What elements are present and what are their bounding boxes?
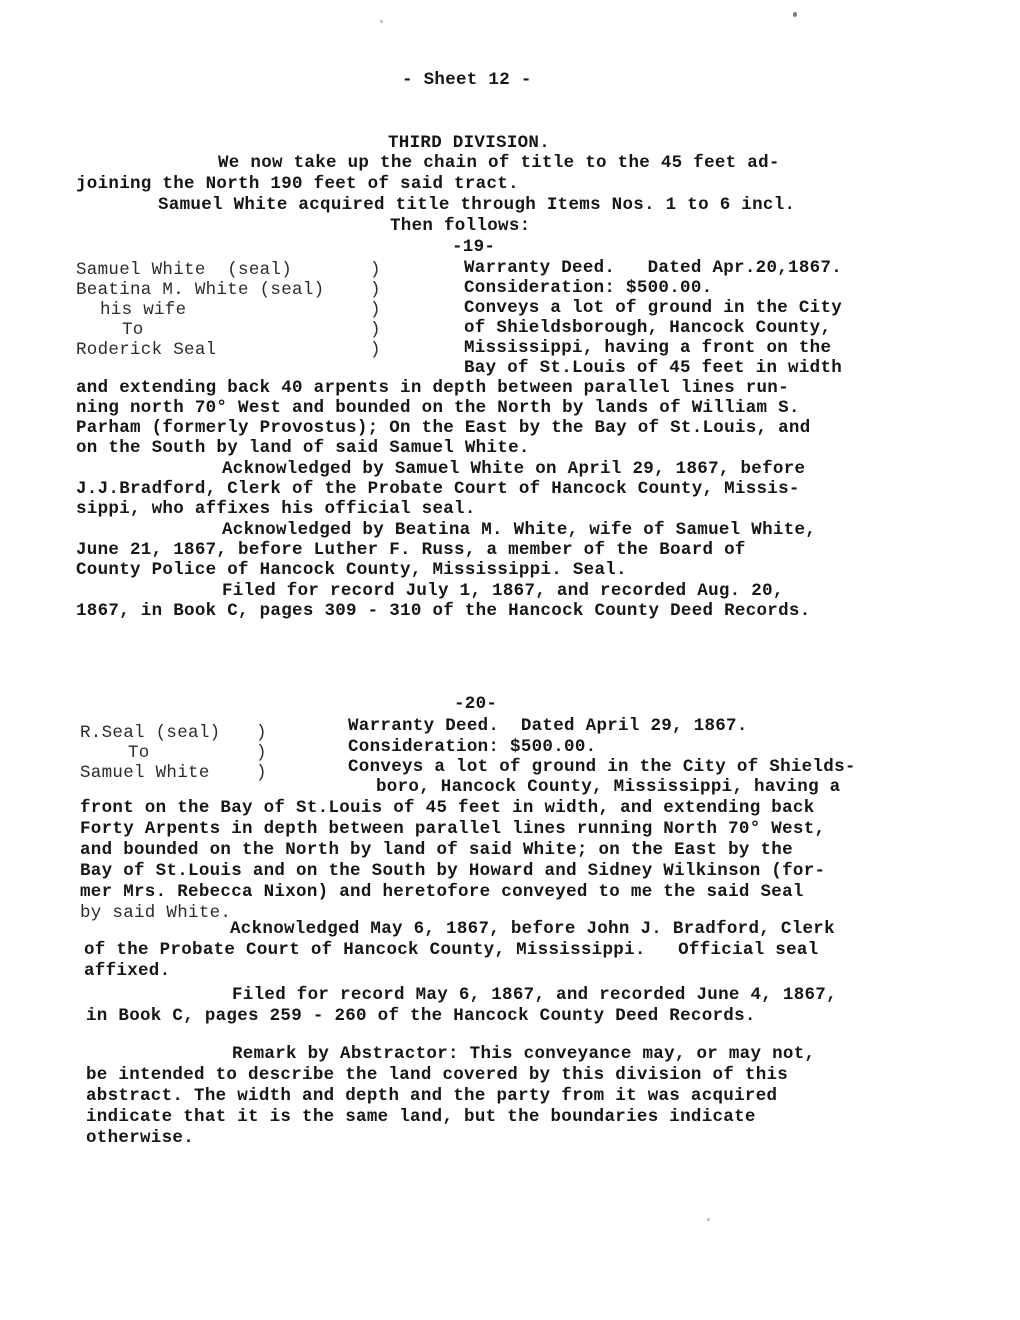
remark-line: abstract. The width and depth and the party from it was acquired <box>86 1086 778 1106</box>
body-line: June 21, 1867, before Luther F. Russ, a member of the Board of <box>76 540 746 560</box>
deed-line: Conveys a lot of ground in the City <box>464 298 843 318</box>
body-line: Parham (formerly Provostus); On the East by the Bay of St.Louis, and <box>76 418 811 438</box>
body-line: on the South by land of said Samuel White. <box>76 438 530 458</box>
body-line: Filed for record May 6, 1867, and recorded June 4, 1867, <box>232 985 837 1005</box>
intro-line: joining the North 190 feet of said tract. <box>76 174 519 194</box>
party-grantor: Samuel White (seal) <box>76 260 293 280</box>
sheet-number: - Sheet 12 - <box>402 70 532 90</box>
party-bracket: ) <box>256 723 267 743</box>
deed-line: Consideration: $500.00. <box>464 278 713 298</box>
party-bracket: ) <box>370 300 381 320</box>
item-number: -20- <box>454 694 498 714</box>
body-line: 1867, in Book C, pages 309 - 310 of the Hancock County Deed Records. <box>76 601 811 621</box>
deed-line: Conveys a lot of ground in the City of Shields- <box>348 757 856 777</box>
scan-speck <box>380 20 383 23</box>
party-bracket: ) <box>256 743 267 763</box>
intro-line: Then follows: <box>390 216 531 236</box>
body-line: J.J.Bradford, Clerk of the Probate Court of Hancock County, Missis- <box>76 479 800 499</box>
deed-line: Mississippi, having a front on the <box>464 338 832 358</box>
party-bracket: ) <box>370 340 381 360</box>
body-line: Acknowledged by Beatina M. White, wife of Samuel White, <box>222 520 817 540</box>
body-line: ning north 70° West and bounded on the North by lands of William S. <box>76 398 800 418</box>
body-line: Bay of St.Louis and on the South by Howard and Sidney Wilkinson (for- <box>80 861 826 881</box>
body-line: by said White. <box>80 903 232 923</box>
scan-speck <box>793 12 797 17</box>
division-title: THIRD DIVISION. <box>388 133 551 153</box>
deed-line: Warranty Deed. Dated Apr.20,1867. <box>464 258 843 278</box>
party-relation: his wife <box>100 300 187 320</box>
remark-line: Remark by Abstractor: This conveyance may, or may not, <box>232 1044 816 1064</box>
body-line: Forty Arpents in depth between parallel lines running North 70° West, <box>80 819 826 839</box>
party-bracket: ) <box>256 763 267 783</box>
remark-line: be intended to describe the land covered by this division of this <box>86 1065 789 1085</box>
deed-line: Warranty Deed. Dated April 29, 1867. <box>348 716 748 736</box>
deed-line: boro, Hancock County, Mississippi, having a <box>376 777 841 797</box>
party-bracket: ) <box>370 260 381 280</box>
body-line: Acknowledged by Samuel White on April 29, 1867, before <box>222 459 806 479</box>
body-line: and extending back 40 arpents in depth between parallel lines run- <box>76 378 789 398</box>
deed-line: Consideration: $500.00. <box>348 737 597 757</box>
deed-line: of Shieldsborough, Hancock County, <box>464 318 832 338</box>
party-grantee: Samuel White <box>80 763 210 783</box>
party-bracket: ) <box>370 320 381 340</box>
body-line: and bounded on the North by land of said White; on the East by the <box>80 840 793 860</box>
party-grantee: Roderick Seal <box>76 340 217 360</box>
body-line: affixed. <box>84 961 171 981</box>
body-line: in Book C, pages 259 - 260 of the Hancock County Deed Records. <box>86 1006 756 1026</box>
party-grantor: R.Seal (seal) <box>80 723 221 743</box>
remark-line: otherwise. <box>86 1128 195 1148</box>
remark-line: indicate that it is the same land, but the boundaries indicate <box>86 1107 756 1127</box>
party-grantor: Beatina M. White (seal) <box>76 280 325 300</box>
intro-line: Samuel White acquired title through Items Nos. 1 to 6 incl. <box>158 195 796 215</box>
intro-line: We now take up the chain of title to the 45 feet ad- <box>218 153 780 173</box>
body-line: Filed for record July 1, 1867, and recorded Aug. 20, <box>222 581 784 601</box>
party-to: To <box>122 320 144 340</box>
body-line: front on the Bay of St.Louis of 45 feet in width, and extending back <box>80 798 815 818</box>
body-line: mer Mrs. Rebecca Nixon) and heretofore conveyed to me the said Seal <box>80 882 804 902</box>
party-to: To <box>128 743 150 763</box>
body-line: sippi, who affixes his official seal. <box>76 499 476 519</box>
item-number: -19- <box>452 237 496 257</box>
party-bracket: ) <box>370 280 381 300</box>
deed-line: Bay of St.Louis of 45 feet in width <box>464 358 843 378</box>
body-line: Acknowledged May 6, 1867, before John J. Bradford, Clerk <box>230 919 835 939</box>
body-line: County Police of Hancock County, Mississippi. Seal. <box>76 560 627 580</box>
body-line: of the Probate Court of Hancock County, Mississippi. Official seal <box>84 940 819 960</box>
scan-speck <box>707 1218 710 1221</box>
